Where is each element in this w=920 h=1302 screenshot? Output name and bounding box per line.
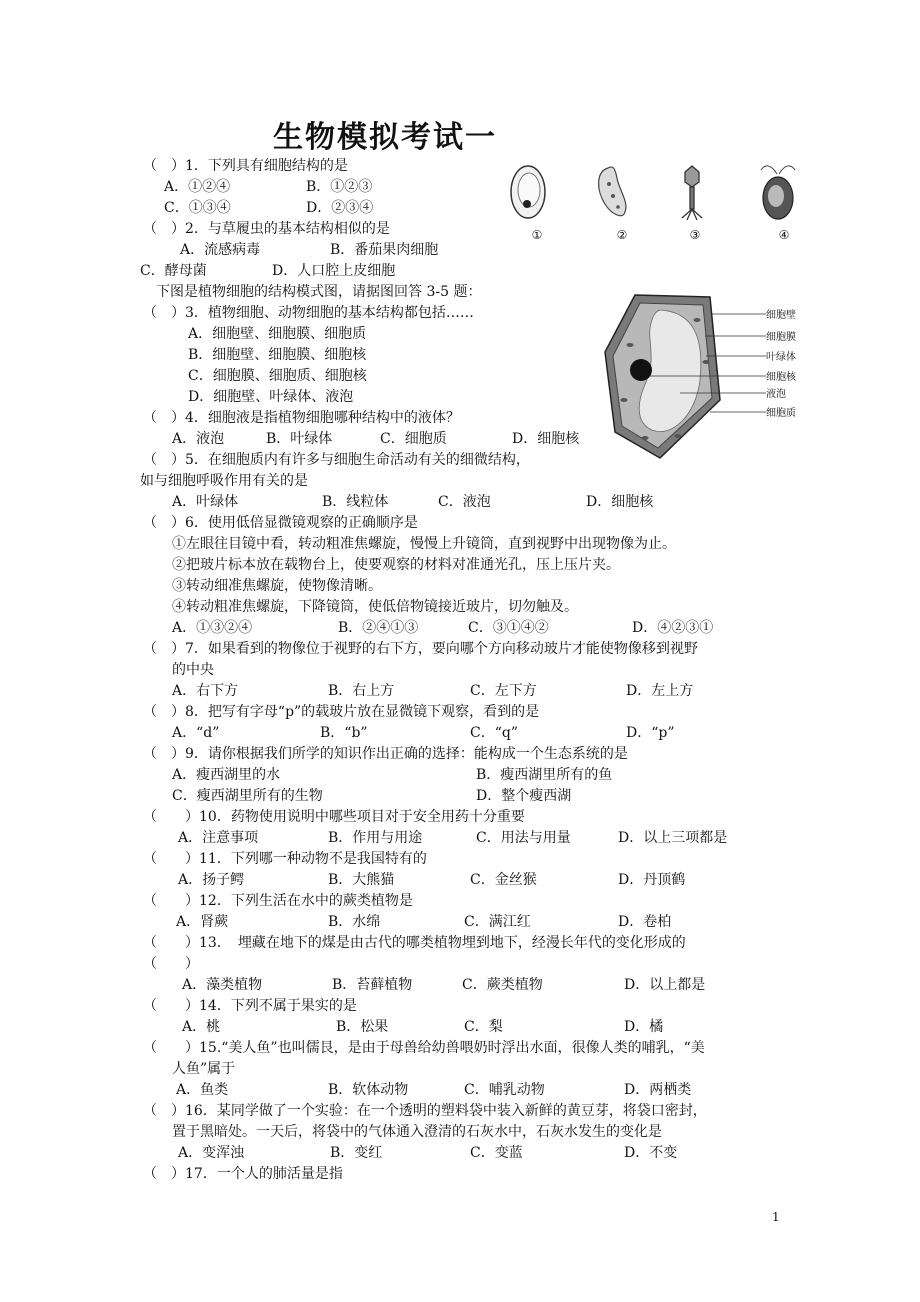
- q12-option-a: A．肾蕨: [176, 914, 229, 930]
- question-14-stem: （ ）14．下列不属于果实的是: [143, 998, 357, 1014]
- q5-option-a: A．叶绿体: [172, 494, 239, 510]
- question-9-stem: （ ）9．请你根据我们所学的知识作出正确的选择：能构成一个生态系统的是: [143, 746, 628, 762]
- q10-option-a: A．注意事项: [178, 830, 259, 846]
- q1-option-c: C．①③④: [164, 200, 231, 216]
- q11-option-c: C．金丝猴: [470, 872, 537, 888]
- q1-option-d: D．②③④: [306, 200, 374, 216]
- q3-option-d: D．细胞壁、叶绿体、液泡: [188, 389, 354, 405]
- question-12-stem: （ ）12．下列生活在水中的蕨类植物是: [143, 893, 413, 909]
- organism-2-paramecium-icon: [599, 167, 626, 216]
- q12-option-c: C．满江红: [464, 914, 531, 930]
- question-4-stem: （ ）4．细胞液是指植物细胞哪种结构中的液体？: [143, 410, 460, 426]
- question-2-stem: （ ）2．与草履虫的基本结构相似的是: [143, 221, 390, 237]
- q13-option-a: A．藻类植物: [182, 977, 263, 993]
- q7-option-b: B．右上方: [328, 683, 395, 699]
- question-9-options-row1: [172, 765, 652, 786]
- label-nucleus: 细胞核: [766, 372, 796, 383]
- organism-label-2: ②: [616, 228, 628, 242]
- q3-option-a: A．细胞壁、细胞膜、细胞质: [188, 326, 367, 342]
- q4-option-b: B．叶绿体: [266, 431, 333, 447]
- page-title: 生物模拟考试一: [273, 120, 497, 155]
- label-vacuole: 液泡: [766, 389, 786, 400]
- question-1-options-row1: [164, 177, 504, 198]
- q14-option-d: D．橘: [624, 1019, 664, 1035]
- q13-option-d: D．以上都是: [624, 977, 706, 993]
- question-7-stem: （ ）7．如果看到的物像位于视野的右下方，要向哪个方向移动玻片才能使物像移到视野: [143, 641, 698, 657]
- label-cytoplasm: 细胞质: [766, 408, 796, 419]
- question-4-options: [172, 429, 612, 450]
- question-7-stem-cont: 的中央: [172, 662, 214, 678]
- question-5-stem: （ ）5．在细胞质内有许多与细胞生命活动有关的细微结构，: [143, 452, 530, 468]
- q6-option-b: B．②④①③: [338, 620, 419, 636]
- q8-option-c: C．“q”: [470, 725, 518, 741]
- organism-label-4: ④: [778, 228, 790, 242]
- question-8-options: [172, 723, 732, 744]
- question-1-options-row2: [164, 198, 504, 219]
- q2-option-b: B．番茄果肉细胞: [330, 242, 439, 258]
- q1-option-a: A．①②④: [164, 179, 231, 195]
- q8-option-d: D．“p”: [626, 725, 675, 741]
- question-12-options: [176, 912, 736, 933]
- question-5-stem-cont: 如与细胞呼吸作用有关的是: [140, 473, 308, 489]
- organism-3-virus-icon: [682, 166, 702, 220]
- plant-cell-diagram: [600, 290, 812, 465]
- label-cell-wall: 细胞壁: [766, 310, 796, 321]
- question-9-options-row2: [172, 786, 652, 807]
- organism-figure: [505, 160, 805, 246]
- q5-option-d: D．细胞核: [586, 494, 654, 510]
- question-2-options-row2: [140, 261, 540, 282]
- q11-option-d: D．丹顶鹤: [618, 872, 686, 888]
- q9-option-b: B．瘦西湖里所有的鱼: [476, 767, 613, 783]
- organism-label-3: ③: [689, 228, 701, 242]
- q6-step-2: ②把玻片标本放在载物台上，使要观察的材料对准通光孔，压上压片夹。: [172, 557, 620, 573]
- question-10-stem: （ ）10．药物使用说明中哪些项目对于安全用药十分重要: [143, 809, 525, 825]
- q2-option-d: D．人口腔上皮细胞: [272, 263, 396, 279]
- q9-option-d: D．整个瘦西湖: [476, 788, 572, 804]
- q9-option-a: A．瘦西湖里的水: [172, 767, 281, 783]
- q6-step-3: ③转动细准焦螺旋，使物像清晰。: [172, 578, 382, 594]
- q7-option-c: C．左下方: [470, 683, 537, 699]
- q6-option-c: C．③①④②: [468, 620, 549, 636]
- label-chloroplast: 叶绿体: [766, 352, 796, 363]
- organism-4-algae-icon: [761, 166, 795, 219]
- q8-option-b: B．“b”: [320, 725, 368, 741]
- q16-option-b: B．变红: [330, 1145, 383, 1161]
- question-15-options: [176, 1080, 736, 1101]
- q14-option-c: C．梨: [464, 1019, 503, 1035]
- q14-option-a: A．桃: [182, 1019, 221, 1035]
- q6-step-1: ①左眼往目镜中看，转动粗准焦螺旋，慢慢上升镜筒，直到视野中出现物像为止。: [172, 536, 676, 552]
- q2-option-c: C．酵母菌: [140, 263, 207, 279]
- question-1-stem: （ ）1．下列具有细胞结构的是: [143, 158, 348, 174]
- question-10-options: [178, 828, 758, 849]
- q1-option-b: B．①②③: [306, 179, 373, 195]
- q13-option-c: C．蕨类植物: [462, 977, 543, 993]
- q7-option-d: D．左上方: [626, 683, 694, 699]
- q15-option-a: A．鱼类: [176, 1082, 229, 1098]
- q4-option-d: D．细胞核: [512, 431, 580, 447]
- organism-label-1: ①: [531, 228, 543, 242]
- question-11-stem: （ ）11．下列哪一种动物不是我国特有的: [143, 851, 427, 867]
- q2-option-a: A．流感病毒: [180, 242, 261, 258]
- label-cell-membrane: 细胞膜: [766, 332, 796, 343]
- q16-option-d: D．不变: [624, 1145, 678, 1161]
- q3-option-c: C．细胞膜、细胞质、细胞核: [188, 368, 367, 384]
- q10-option-d: D．以上三项都是: [618, 830, 728, 846]
- q3-option-b: B．细胞壁、细胞膜、细胞核: [188, 347, 367, 363]
- question-3-stem: （ ）3．植物细胞、动物细胞的基本结构都包括……: [143, 305, 474, 321]
- question-15-stem-cont: 人鱼”属于: [172, 1061, 236, 1077]
- question-16-stem: （ ）16．某同学做了一个实验：在一个透明的塑料袋中装入新鲜的黄豆芽，将袋口密封，: [143, 1103, 707, 1119]
- q5-option-c: C．液泡: [438, 494, 491, 510]
- q16-option-a: A．变浑浊: [178, 1145, 245, 1161]
- q5-option-b: B．线粒体: [322, 494, 389, 510]
- q14-option-b: B．松果: [336, 1019, 389, 1035]
- q12-option-d: D．卷柏: [618, 914, 672, 930]
- question-7-options: [172, 681, 732, 702]
- question-2-options-row1: [180, 240, 520, 261]
- q6-option-a: A．①③②④: [172, 620, 253, 636]
- q15-option-d: D．两栖类: [624, 1082, 692, 1098]
- q11-option-a: A．扬子鳄: [178, 872, 245, 888]
- figure-instruction: 下图是植物细胞的结构模式图，请据图回答 3-5 题：: [156, 284, 482, 300]
- q4-option-a: A．液泡: [172, 431, 225, 447]
- question-14-options: [182, 1017, 742, 1038]
- organism-1-cell-icon: [511, 166, 545, 218]
- q13-option-b: B．苔藓植物: [332, 977, 413, 993]
- q12-option-b: B．水绵: [328, 914, 381, 930]
- q6-step-4: ④转动粗准焦螺旋，下降镜筒，使低倍物镜接近玻片，切勿触及。: [172, 599, 578, 615]
- question-17-stem: （ ）17．一个人的肺活量是指: [143, 1166, 343, 1182]
- q15-option-c: C．哺乳动物: [464, 1082, 545, 1098]
- question-16-options: [178, 1143, 738, 1164]
- question-6-options: [172, 618, 752, 639]
- question-5-options: [172, 492, 692, 513]
- q10-option-b: B．作用与用途: [328, 830, 423, 846]
- page-number: 1: [772, 1210, 780, 1224]
- q6-option-d: D．④②③①: [632, 620, 714, 636]
- q11-option-b: B．大熊猫: [328, 872, 395, 888]
- question-6-stem: （ ）6．使用低倍显微镜观察的正确顺序是: [143, 515, 418, 531]
- question-8-stem: （ ）8．把写有字母“p”的载玻片放在显微镜下观察，看到的是: [143, 704, 540, 720]
- q8-option-a: A．“d”: [172, 725, 220, 741]
- q4-option-c: C．细胞质: [380, 431, 447, 447]
- q9-option-c: C．瘦西湖里所有的生物: [172, 788, 323, 804]
- q16-option-c: C．变蓝: [470, 1145, 523, 1161]
- question-13-options: [182, 975, 742, 996]
- question-11-options: [178, 870, 738, 891]
- question-13-stem: （ ）13． 埋藏在地下的煤是由古代的哪类植物埋到地下，经漫长年代的变化形成的: [143, 935, 686, 951]
- question-16-stem-cont: 置于黑暗处。一天后，将袋中的气体通入澄清的石灰水中，石灰水发生的变化是: [172, 1124, 662, 1140]
- q15-option-b: B．软体动物: [328, 1082, 409, 1098]
- question-15-stem: （ ）15.“美人鱼”也叫儒艮，是由于母兽给幼兽喂奶时浮出水面，很像人类的哺乳，“美: [143, 1040, 705, 1056]
- question-13-stem-cont: （ ）: [143, 956, 199, 972]
- q10-option-c: C．用法与用量: [476, 830, 571, 846]
- q7-option-a: A．右下方: [172, 683, 239, 699]
